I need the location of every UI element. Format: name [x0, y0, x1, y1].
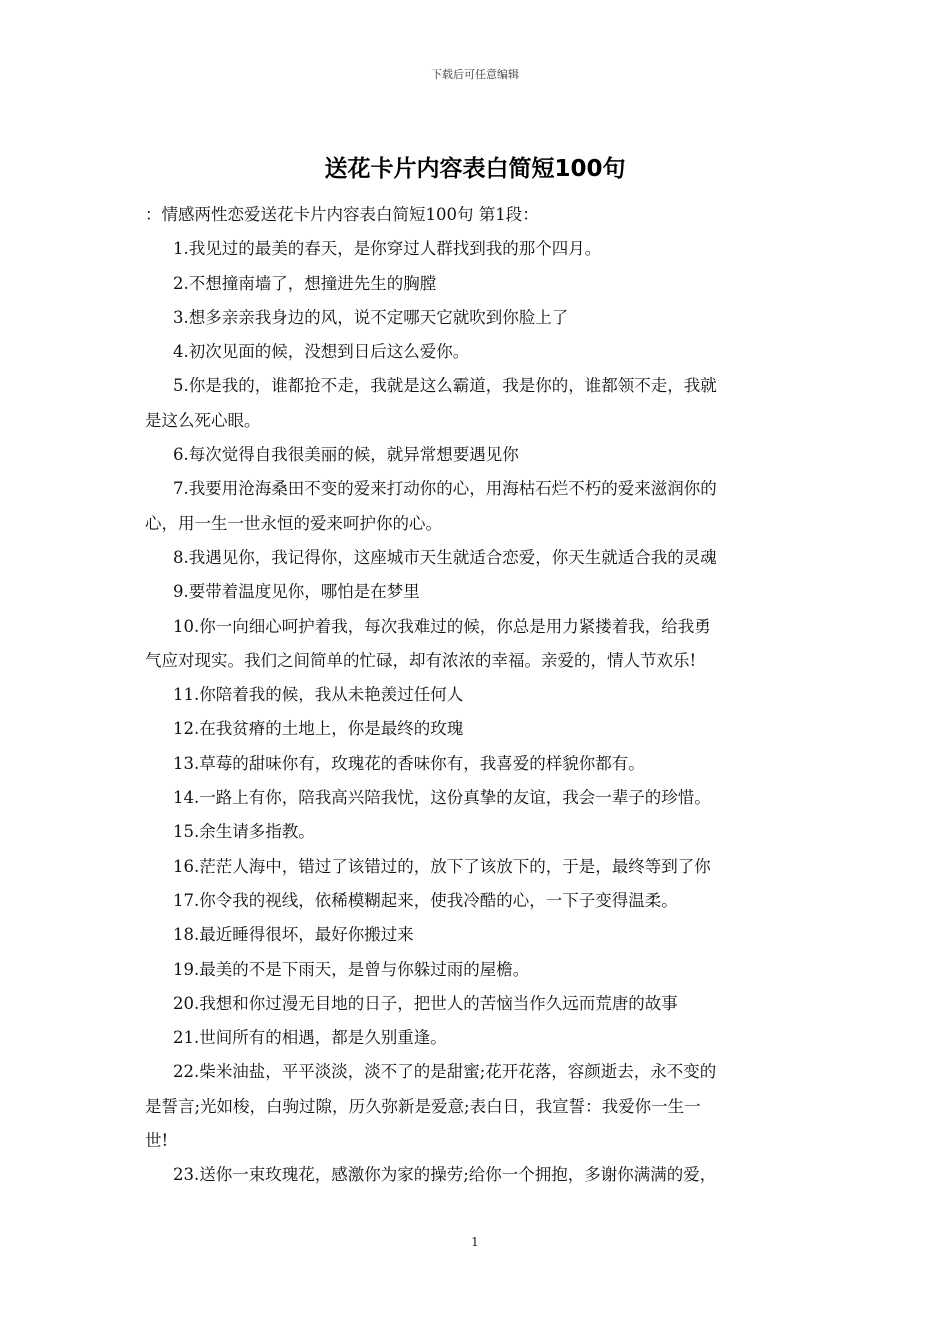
body-text-line: 世!: [145, 1131, 169, 1151]
body-text-line: 7.我要用沧海桑田不变的爱来打动你的心，用海枯石烂不朽的爱来滋润你的: [173, 479, 717, 499]
page-header-note: 下载后可任意编辑: [431, 68, 519, 81]
body-text-line: 17.你令我的视线，依稀模糊起来，使我冷酷的心，一下子变得温柔。: [173, 890, 678, 910]
body-text-line: 21.世间所有的相遇，都是久别重逢。: [173, 1028, 447, 1048]
document-body: [145, 198, 809, 1193]
body-text-line: 5.你是我的，谁都抢不走，我就是这么霸道，我是你的，谁都领不走，我就: [173, 376, 717, 396]
body-text-line: 8.我遇见你，我记得你，这座城市天生就适合恋爱，你天生就适合我的灵魂: [173, 547, 717, 567]
body-text-line: 16.茫茫人海中，错过了该错过的，放下了该放下的，于是，最终等到了你: [173, 856, 711, 876]
body-text-line: 15.余生请多指教。: [173, 822, 315, 842]
body-text-line: 20.我想和你过漫无目地的日子，把世人的苦恼当作久远而荒唐的故事: [173, 993, 678, 1013]
body-text-line: 1.我见过的最美的春天，是你穿过人群找到我的那个四月。: [173, 239, 602, 259]
body-text-line: 9.要带着温度见你，哪怕是在梦里: [173, 582, 420, 602]
document-title: 送花卡片内容表白简短100句: [324, 156, 626, 182]
body-text-line: 18.最近睡得很坏，最好你搬过来: [173, 925, 414, 945]
body-text-line: 是誓言;光如梭，白驹过隙，历久弥新是爱意;表白日，我宣誓：我爱你一生一: [145, 1096, 701, 1116]
body-text-line: 气应对现实。我们之间简单的忙碌，却有浓浓的幸福。亲爱的，情人节欢乐!: [145, 650, 697, 670]
body-text-line: 19.最美的不是下雨天，是曾与你躲过雨的屋檐。: [173, 959, 530, 979]
body-text-line: 2.不想撞南墙了，想撞进先生的胸膛: [173, 273, 437, 293]
body-text-line: 23.送你一束玫瑰花，感激你为家的操劳;给你一个拥抱，多谢你满满的爱，: [173, 1165, 717, 1185]
body-text-line: 6.每次觉得自我很美丽的候，就异常想要遇见你: [173, 445, 519, 465]
body-text-line: 10.你一向细心呵护着我，每次我难过的候，你总是用力紧搂着我，给我勇: [173, 616, 711, 636]
body-text-line: 13.草莓的甜味你有，玫瑰花的香味你有，我喜爱的样貌你都有。: [173, 753, 645, 773]
body-text-line: 心，用一生一世永恒的爱来呵护你的心。: [145, 513, 442, 533]
body-text-line: 14.一路上有你，陪我高兴陪我忧，这份真挚的友谊，我会一辈子的珍惜。: [173, 788, 711, 808]
page-number: 1: [471, 1235, 479, 1249]
body-text-line: 是这么死心眼。: [145, 410, 261, 430]
body-text-line: 11.你陪着我的候，我从未艳羡过任何人: [173, 685, 464, 705]
body-text-line: 4.初次见面的候，没想到日后这么爱你。: [173, 342, 470, 362]
body-text-line: 3.想多亲亲我身边的风，说不定哪天它就吹到你脸上了: [173, 307, 569, 327]
body-text-line: 12.在我贫瘠的土地上，你是最终的玫瑰: [173, 719, 464, 739]
body-text-line: ：情感两性恋爱送花卡片内容表白简短100句 第1段：: [145, 205, 539, 224]
body-text-line: 22.柴米油盐，平平淡淡，淡不了的是甜蜜;花开花落，容颜逝去，永不变的: [173, 1062, 717, 1082]
